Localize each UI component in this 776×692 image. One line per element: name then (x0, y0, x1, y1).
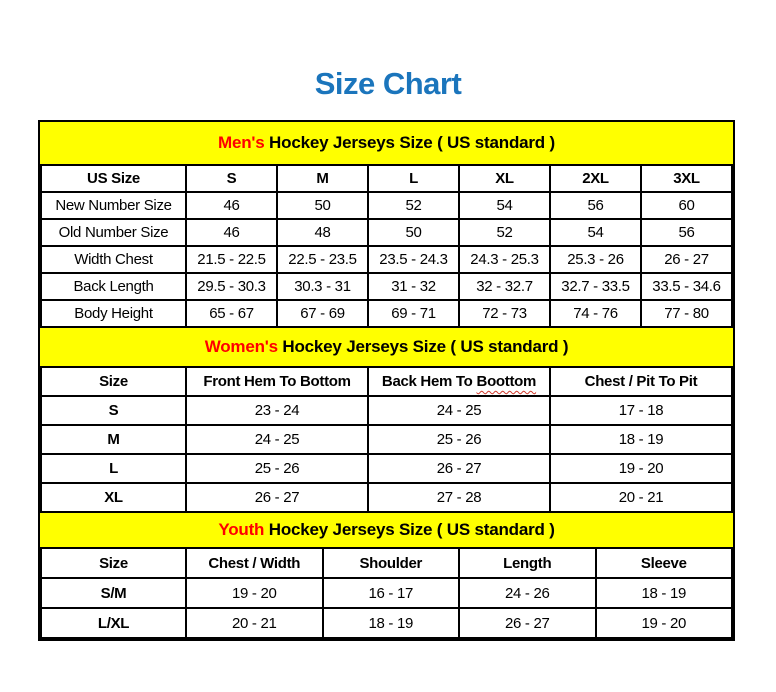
womens-accent-label: Women's (204, 337, 278, 356)
table-cell: 26 - 27 (459, 608, 596, 638)
youth-size-table (40, 547, 733, 639)
womens-header-text: Hockey Jerseys Size ( US standard ) (277, 337, 569, 356)
table-row (41, 192, 732, 219)
column-header: Sleeve (596, 548, 733, 578)
table-row (41, 483, 732, 512)
table-row (41, 454, 732, 483)
mens-accent-label: Men's (218, 133, 265, 152)
table-cell: 56 (550, 192, 641, 219)
table-cell: 29.5 - 30.3 (186, 273, 277, 300)
table-cell: 18 - 19 (323, 608, 460, 638)
table-cell: 17 - 18 (550, 396, 732, 425)
column-header: Chest / Pit To Pit (550, 367, 732, 396)
table-cell: 23.5 - 24.3 (368, 246, 459, 273)
table-cell: 32 - 32.7 (459, 273, 550, 300)
row-label: New Number Size (41, 192, 186, 219)
table-cell: 23 - 24 (186, 396, 368, 425)
table-header-row (41, 165, 732, 192)
mens-size-table (40, 164, 733, 328)
column-header: Chest / Width (186, 548, 323, 578)
table-cell: 77 - 80 (641, 300, 732, 327)
youth-section-header (40, 513, 733, 547)
table-cell: 46 (186, 192, 277, 219)
column-header-text: Back Hem To (381, 373, 473, 390)
column-header: Size (41, 367, 186, 396)
table-row (41, 608, 732, 638)
table-cell: 25.3 - 26 (550, 246, 641, 273)
table-row (41, 219, 732, 246)
column-header: Size (41, 548, 186, 578)
table-cell: 32.7 - 33.5 (550, 273, 641, 300)
table-cell: 54 (550, 219, 641, 246)
table-cell: 19 - 20 (596, 608, 733, 638)
womens-section-header (40, 328, 733, 366)
table-cell: 26 - 27 (368, 454, 550, 483)
table-cell: 25 - 26 (186, 454, 368, 483)
row-label: M (41, 425, 186, 454)
column-header: L (368, 165, 459, 192)
column-header-misspelled (368, 367, 550, 396)
table-cell: 18 - 19 (596, 578, 733, 608)
table-cell: 22.5 - 23.5 (277, 246, 368, 273)
table-cell: 26 - 27 (186, 483, 368, 512)
table-cell: 56 (641, 219, 732, 246)
misspelled-word: Boottom (476, 373, 537, 390)
table-cell: 19 - 20 (186, 578, 323, 608)
size-chart (38, 120, 735, 641)
table-cell: 18 - 19 (550, 425, 732, 454)
table-cell: 27 - 28 (368, 483, 550, 512)
table-cell: 33.5 - 34.6 (641, 273, 732, 300)
table-cell: 31 - 32 (368, 273, 459, 300)
table-cell: 20 - 21 (550, 483, 732, 512)
row-label: Old Number Size (41, 219, 186, 246)
table-header-row (41, 367, 732, 396)
row-label: XL (41, 483, 186, 512)
table-cell: 46 (186, 219, 277, 246)
row-label: Back Length (41, 273, 186, 300)
row-label: Width Chest (41, 246, 186, 273)
page-title: Size Chart (314, 66, 462, 101)
column-header: S (186, 165, 277, 192)
table-header-row (41, 548, 732, 578)
table-cell: 60 (641, 192, 732, 219)
column-header: Length (459, 548, 596, 578)
table-cell: 24.3 - 25.3 (459, 246, 550, 273)
column-header: 2XL (550, 165, 641, 192)
table-row (41, 273, 732, 300)
table-row (41, 425, 732, 454)
row-label: L/XL (41, 608, 186, 638)
table-cell: 30.3 - 31 (277, 273, 368, 300)
column-header: XL (459, 165, 550, 192)
column-header: Front Hem To Bottom (186, 367, 368, 396)
table-cell: 24 - 26 (459, 578, 596, 608)
column-header: Shoulder (323, 548, 460, 578)
table-cell: 25 - 26 (368, 425, 550, 454)
youth-accent-label: Youth (218, 520, 265, 539)
table-cell: 19 - 20 (550, 454, 732, 483)
table-cell: 21.5 - 22.5 (186, 246, 277, 273)
row-label: S (41, 396, 186, 425)
womens-size-table (40, 366, 733, 513)
table-cell: 26 - 27 (641, 246, 732, 273)
table-cell: 48 (277, 219, 368, 246)
table-cell: 54 (459, 192, 550, 219)
mens-section-header (40, 122, 733, 164)
table-cell: 74 - 76 (550, 300, 641, 327)
table-cell: 16 - 17 (323, 578, 460, 608)
table-row (41, 396, 732, 425)
table-row (41, 300, 732, 327)
row-label: L (41, 454, 186, 483)
table-row (41, 246, 732, 273)
table-cell: 50 (277, 192, 368, 219)
column-header: 3XL (641, 165, 732, 192)
table-cell: 50 (368, 219, 459, 246)
youth-header-text: Hockey Jerseys Size ( US standard ) (264, 520, 555, 539)
table-row (41, 578, 732, 608)
table-cell: 52 (459, 219, 550, 246)
table-cell: 52 (368, 192, 459, 219)
row-label: S/M (41, 578, 186, 608)
table-cell: 24 - 25 (186, 425, 368, 454)
table-cell: 67 - 69 (277, 300, 368, 327)
column-header: M (277, 165, 368, 192)
table-cell: 69 - 71 (368, 300, 459, 327)
column-header: US Size (41, 165, 186, 192)
mens-header-text: Hockey Jerseys Size ( US standard ) (264, 133, 555, 152)
table-cell: 65 - 67 (186, 300, 277, 327)
table-cell: 24 - 25 (368, 396, 550, 425)
table-cell: 72 - 73 (459, 300, 550, 327)
table-cell: 20 - 21 (186, 608, 323, 638)
row-label: Body Height (41, 300, 186, 327)
